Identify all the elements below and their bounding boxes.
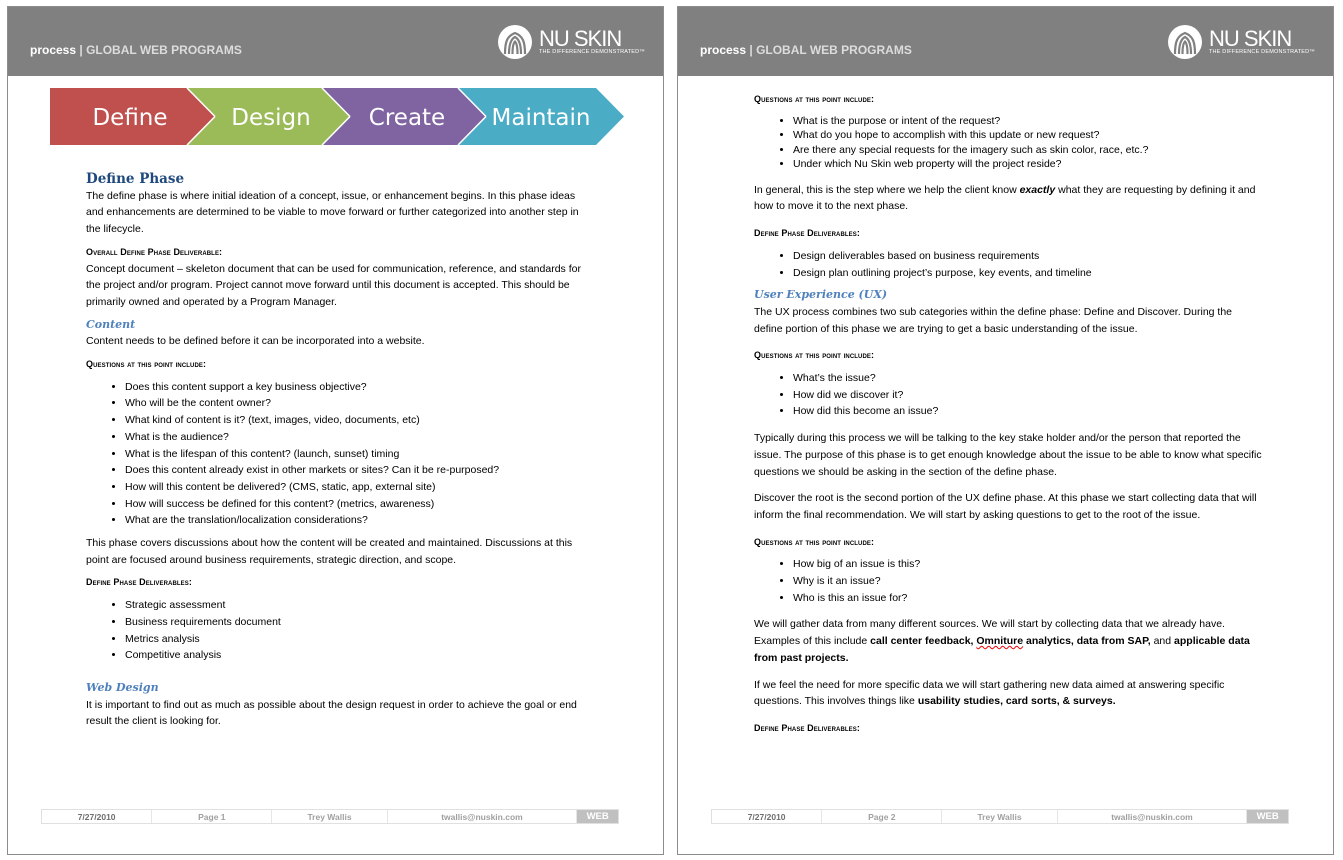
page-header: [8, 7, 663, 76]
nu-skin-logo-icon: [1167, 24, 1203, 60]
gather-text: We will gather data from many different sources. We will start by collecting data that we already have. Examples of this include call center feedback, Omniture analytics, data from SAP, and applicable data from past projects.: [754, 618, 1250, 664]
list-item: • What are the translation/localization considerations?: [125, 512, 593, 529]
list-item: • What do you hope to accomplish with this update or new request?: [793, 128, 1263, 143]
content-heading: Content: [86, 317, 136, 331]
list-item: • What’s the issue?: [793, 370, 1263, 387]
ux-text: The UX process combines two sub categories within the define phase: Define and Discover. During the define portion of this phase we are trying to get a basic understanding of the issue.: [754, 305, 1233, 335]
typical-text: Typically during this process we will be talking to the key stake holder and/or the person that reported the issue. The purpose of this phase is to get enough knowledge about the issue to be able to know what specific questions we should be asking in the section of the define phase.: [754, 432, 1262, 478]
header-title: [30, 43, 242, 57]
page-header: [678, 7, 1333, 76]
list-item: • What kind of content is it? (text, images, video, documents, etc): [125, 412, 593, 429]
list-item: • How will success be defined for this content? (metrics, awareness): [125, 496, 593, 513]
nu-skin-logo-icon: [497, 24, 533, 60]
list-item: • How big of an issue is this?: [793, 556, 1263, 573]
list-item: • Metrics analysis: [125, 631, 593, 648]
need-text: If we feel the need for more specific data we will start gathering new data aimed at answering specific questions. This involves things like usability studies, card sorts, & surveys.: [754, 678, 1225, 708]
footer-page-number: Page 1: [152, 810, 272, 823]
general-text: In general, this is the step where we help the client know exactly what they are requesting by defining it and how to move it to the next phase.: [754, 183, 1256, 213]
nu-skin-logo: [1167, 22, 1315, 62]
deliverables-list: [86, 597, 593, 664]
discover-questions-list: [754, 556, 1263, 606]
footer-date: 7/27/2010: [712, 810, 822, 823]
page-2-footer: [711, 809, 1289, 824]
list-item: • How will this content be delivered? (CMS, static, app, external site): [125, 479, 593, 496]
header-title-sep: |: [76, 43, 87, 57]
header-title-main: process: [700, 43, 747, 57]
web-design-text: It is important to find out as much as possible about the design request in order to achieve the goal or end result the client is looking for.: [86, 698, 577, 728]
list-item: • Competitive analysis: [125, 647, 593, 664]
footer-author: Trey Wallis: [272, 810, 387, 823]
list-item: • Are there any special requests for the imagery such as skin color, race, etc.?: [793, 143, 1263, 158]
overall-deliverable-label: Overall Define Phase Deliverable:: [86, 246, 223, 257]
list-item: • Who will be the content owner?: [125, 395, 593, 412]
logo-name: NU SKIN: [1208, 26, 1292, 52]
footer-date: 7/27/2010: [42, 810, 152, 823]
list-item: • How did we discover it?: [793, 387, 1263, 404]
list-item: • Strategic assessment: [125, 597, 593, 614]
deliverables-label-2: Define Phase Deliverables:: [754, 722, 860, 733]
flow-label-create: Create: [368, 105, 446, 131]
page-1-footer: [41, 809, 619, 824]
header-title-sub: GLOBAL WEB PROGRAMS: [756, 43, 912, 57]
deliverables-label: Define Phase Deliverables:: [86, 577, 192, 588]
page-2: [677, 6, 1334, 855]
ux-questions-list: [754, 370, 1263, 420]
emphasis-exactly: exactly: [1019, 183, 1056, 196]
list-item: • Who is this an issue for?: [793, 590, 1263, 607]
list-item: • Design deliverables based on business requirements: [793, 248, 1263, 265]
questions-label-3: Questions at this point include:: [754, 536, 875, 547]
logo-name: NU SKIN: [538, 26, 622, 52]
questions-label: Questions at this point include:: [754, 94, 875, 104]
footer-email: twallis@nuskin.com: [1058, 810, 1248, 823]
nu-skin-logo: [497, 22, 645, 62]
design-deliverables-list: [754, 248, 1263, 281]
footer-page-number: Page 2: [822, 810, 942, 823]
list-item: • What is the purpose or intent of the request?: [793, 114, 1263, 129]
footer-tag: WEB: [577, 810, 618, 823]
overall-deliverable-text: Concept document – skeleton document that can be used for communication, reference, and standards for the project and/or program. Project cannot move forward until this document is accepted. This should be primarily owned and operated by a Program Manager.: [86, 262, 581, 308]
phase-text: This phase covers discussions about how the content will be created and maintained. Discussions at this point are focused around business requirements, strategic direction, and scope.: [86, 537, 573, 566]
list-item: • Business requirements document: [125, 614, 593, 631]
logo-tagline: THE DIFFERENCE DEMONSTRATED™: [538, 49, 645, 56]
list-item: • Does this content support a key business objective?: [125, 379, 593, 396]
list-item: • What is the lifespan of this content? (launch, sunset) timing: [125, 446, 593, 463]
header-title-main: process: [30, 43, 77, 57]
header-title-sep: |: [746, 43, 757, 57]
flow-label-design: Design: [231, 105, 311, 131]
web-design-questions-list: [754, 114, 1263, 172]
flow-label-define: Define: [92, 105, 168, 131]
content-questions-list: [86, 379, 593, 529]
page-2-body: [754, 91, 1263, 737]
list-item: • Why is it an issue?: [793, 573, 1263, 590]
deliverables-label: Define Phase Deliverables:: [754, 228, 860, 239]
flow-label-maintain: Maintain: [491, 105, 591, 131]
list-item: • How did this become an issue?: [793, 403, 1263, 420]
list-item: • Under which Nu Skin web property will the project reside?: [793, 157, 1263, 172]
discover-text: Discover the root is the second portion of the UX define phase. At this phase we start collecting data that will inform the final recommendation. We will start by asking questions to get to the root of the issue.: [754, 492, 1257, 521]
logo-tagline: THE DIFFERENCE DEMONSTRATED™: [1208, 49, 1315, 56]
web-design-heading: Web Design: [86, 680, 159, 694]
header-title-sub: GLOBAL WEB PROGRAMS: [86, 43, 242, 57]
define-phase-heading: Define Phase: [86, 171, 185, 187]
page-1-body: [86, 171, 593, 730]
list-item: • What is the audience?: [125, 429, 593, 446]
footer-email: twallis@nuskin.com: [388, 810, 578, 823]
questions-label: Questions at this point include:: [86, 359, 207, 370]
define-intro: The define phase is where initial ideation of a concept, issue, or enhancement begins. In this phase ideas and enhancements are determined to be viable to move forward or further categorized into another step in the lifecycle.: [86, 189, 579, 236]
page-1: [7, 6, 664, 855]
list-item: • Does this content already exist in other markets or sites? Can it be re-purposed?: [125, 462, 593, 479]
content-text: Content needs to be defined before it can be incorporated into a website.: [86, 335, 425, 348]
process-flow-chevrons: [50, 88, 624, 145]
footer-author: Trey Wallis: [942, 810, 1057, 823]
ux-heading: User Experience (UX): [754, 288, 888, 302]
footer-tag: WEB: [1247, 810, 1288, 823]
header-title: [700, 43, 912, 57]
list-item: • Design plan outlining project’s purpose, key events, and timeline: [793, 265, 1263, 282]
questions-label-2: Questions at this point include:: [754, 350, 875, 361]
